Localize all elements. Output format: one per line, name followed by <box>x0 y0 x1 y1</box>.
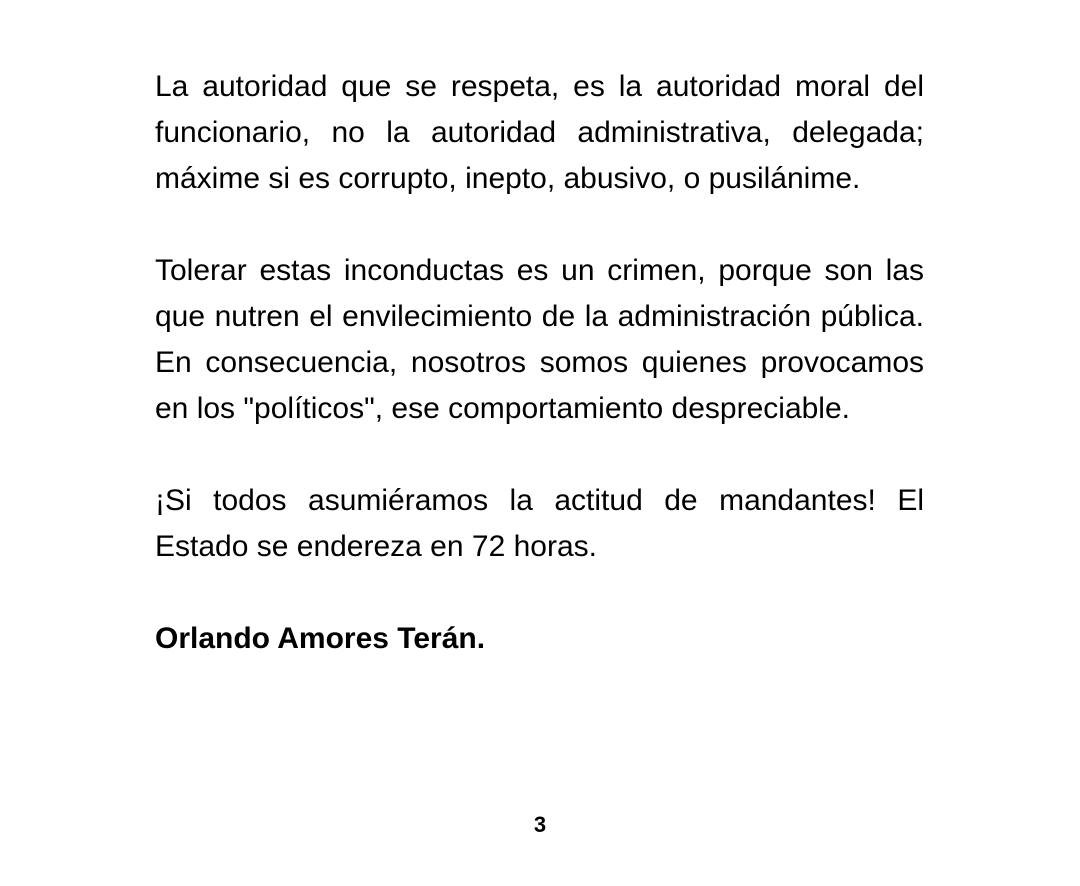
paragraph-mandantes: ¡Si todos asumiéramos la actitud de mandantes! El Estado se endereza en 72 horas. <box>155 484 924 563</box>
page-number: 3 <box>533 812 547 837</box>
paragraph-tolerance: Tolerar estas inconductas es un crimen, porque son las que nutren el envilecimiento de la administración pública. En consecuencia, nosotros somos quienes provocamos en los "políticos", ese comportamiento despreciable. <box>155 254 924 425</box>
document-body <box>155 64 924 662</box>
author-signature: Orlando Amores Terán. <box>155 622 486 655</box>
paragraph-authority: La autoridad que se respeta, es la autoridad moral del funcionario, no la autoridad administrativa, delegada; máxime si es corrupto, inepto, abusivo, o pusilánime. <box>155 70 924 195</box>
